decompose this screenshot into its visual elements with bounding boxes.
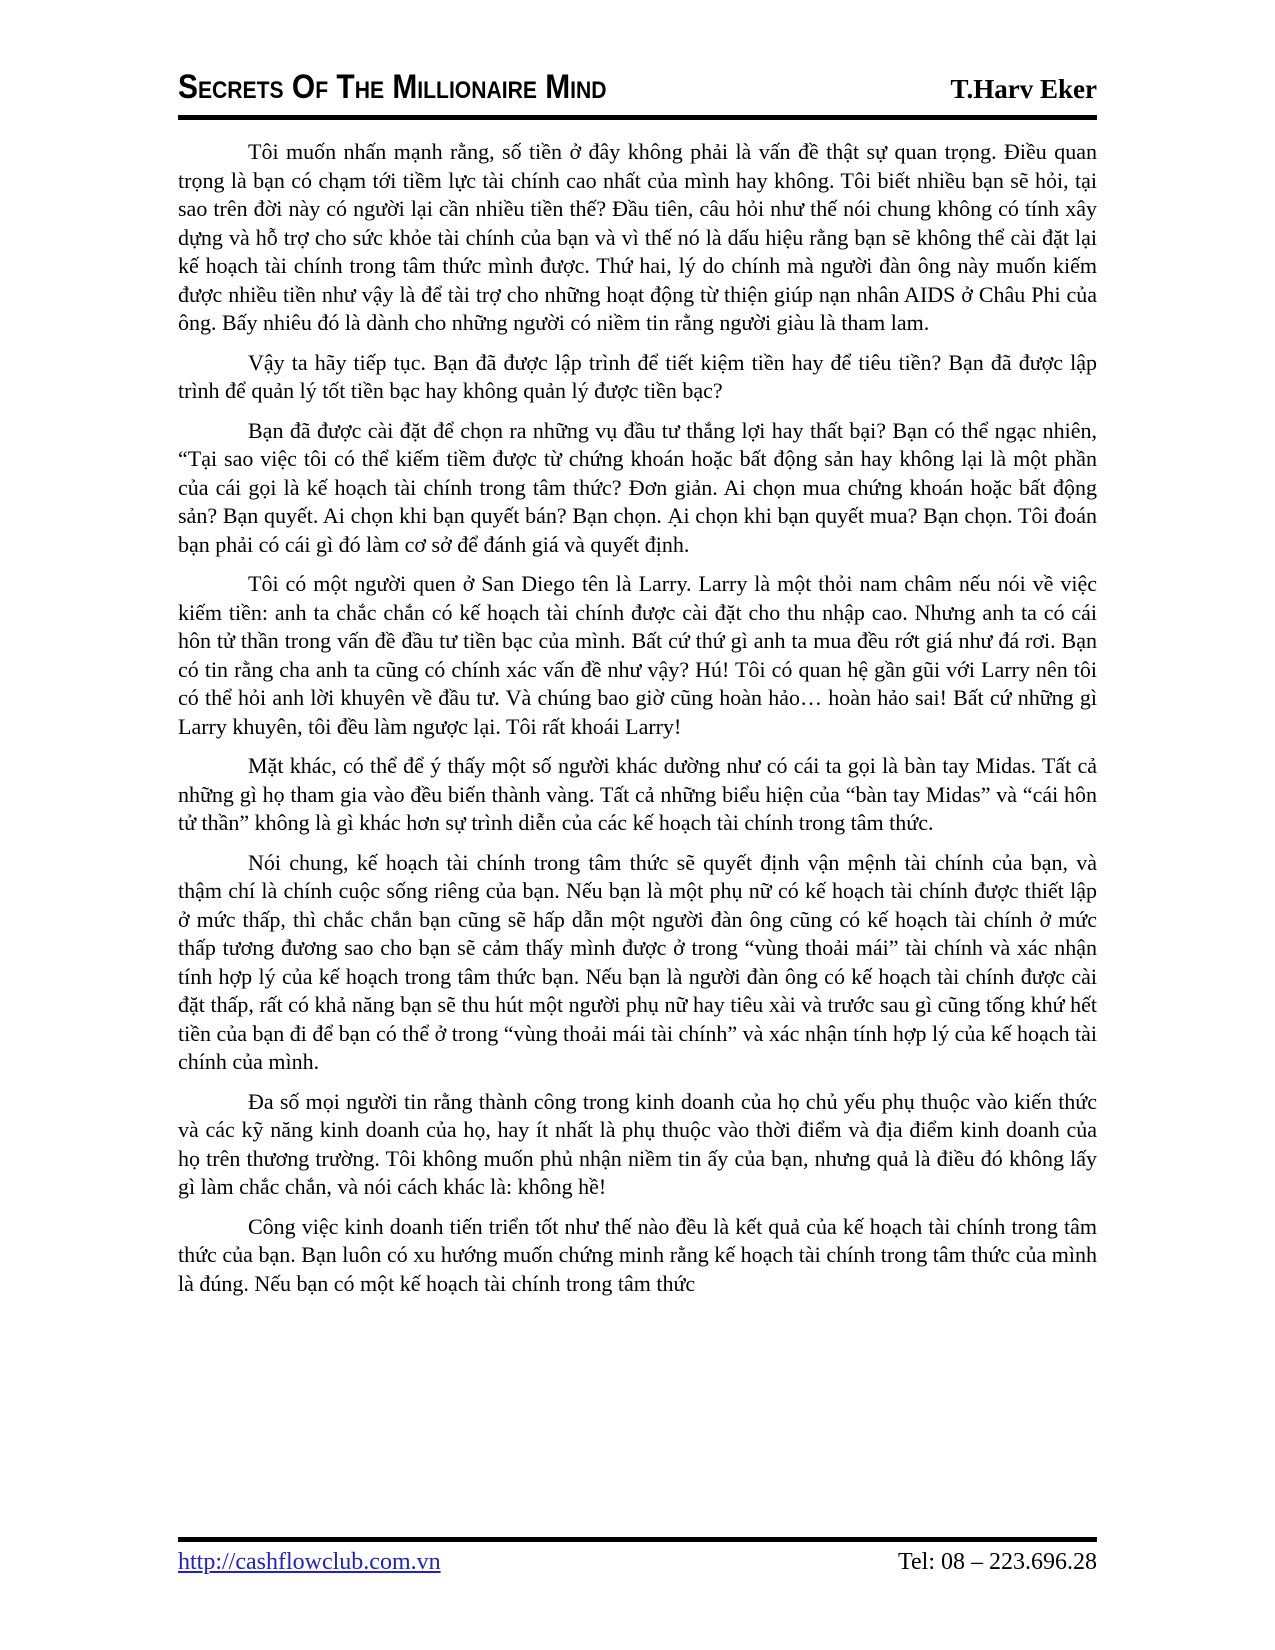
body-paragraph: Nói chung, kế hoạch tài chính trong tâm thức sẽ quyết định vận mệnh tài chính của bạn, và thậm chí là chính cuộc sống riêng của bạn. Nếu bạn là một phụ nữ có kế hoạch tài chính được thiết lập ở mức thấp, thì chắc chắn bạn cũng sẽ hấp dẫn một người đàn ông cũng có kế hoạch tài chính ở mức thấp tương đương sao cho bạn sẽ cảm thấy mình được ở trong “vùng thoải mái” tài chính và xác nhận tính hợp lý của kế hoạch trong tâm thức bạn. Nếu bạn là người đàn ông có kế hoạch tài chính được cài đặt thấp, rất có khả năng bạn sẽ thu hút một người phụ nữ hay tiêu xài và trước sau gì cũng tống khứ hết tiền của bạn đi để bạn có thể ở trong “vùng thoải mái tài chính” và xác nhận tính hợp lý của kế hoạch tài chính của mình. bbox=[178, 849, 1097, 1074]
page-footer bbox=[178, 1537, 1097, 1576]
body-paragraph: Bạn đã được cài đặt để chọn ra những vụ đầu tư thắng lợi hay thất bại? Bạn có thể ngạc nhiên, “Tại sao việc tôi có thể kiếm tiềm được từ chứng khoán hoặc bất động sản hay không lại là một phần của cái gọi là kế hoạch tài chính trong tâm thức? Đơn giản. Ai chọn mua chứng khoán hoặc bất động sản? Bạn quyết. Ai chọn khi bạn quyết bán? Bạn chọn. Ại chọn khi bạn quyết mua? Bạn chọn. Tôi đoán bạn phải có cái gì đó làm cơ sở để đánh giá và quyết định. bbox=[178, 417, 1097, 557]
body-paragraph: Tôi muốn nhấn mạnh rằng, số tiền ở đây không phải là vấn đề thật sự quan trọng. Điều quan trọng là bạn có chạm tới tiềm lực tài chính cao nhất của mình hay không. Tôi biết nhiều bạn sẽ hỏi, tại sao trên đời này có người lại cần nhiều tiền thế? Đầu tiên, câu hỏi như thế nói chung không có tính xây dựng và hỗ trợ cho sức khỏe tài chính của bạn và vì thế nó là dấu hiệu rằng bạn sẽ không thể cài đặt lại kế hoạch tài chính trong tâm thức mình được. Thứ hai, lý do chính mà người đàn ông này muốn kiếm được nhiều tiền như vậy là để tài trợ cho những hoạt động từ thiện giúp nạn nhân AIDS ở Châu Phi của ông. Bấy nhiêu đó là dành cho những người có niềm tin rằng người giàu là tham lam. bbox=[178, 139, 1097, 335]
footer-telephone: Tel: 08 – 223.696.28 bbox=[898, 1549, 1097, 1575]
body-paragraph: Công việc kinh doanh tiến triển tốt như thế nào đều là kết quả của kế hoạch tài chính trong tâm thức của bạn. Bạn luôn có xu hướng muốn chứng minh rằng kế hoạch tài chính trong tâm thức của mình là đúng. Nếu bạn có một kế hoạch tài chính trong tâm thức bbox=[178, 1213, 1097, 1296]
body-paragraph: Vậy ta hãy tiếp tục. Bạn đã được lập trình để tiết kiệm tiền hay để tiêu tiền? Bạn đã được lập trình để quản lý tốt tiền bạc hay không quản lý được tiền bạc? bbox=[178, 349, 1097, 403]
book-author: T.Harv Eker bbox=[950, 74, 1097, 104]
body-paragraph: Mặt khác, có thể để ý thấy một số người khác dường như có cái ta gọi là bàn tay Midas. Tất cả những gì họ tham gia vào đều biến thành vàng. Tất cả những biểu hiện của “bàn tay Midas” và “cái hôn tử thần” không là gì khác hơn sự trình diễn của các kế hoạch tài chính trong tâm thức. bbox=[178, 753, 1097, 835]
book-title: Secrets Of The Millionaire Mind bbox=[178, 68, 607, 106]
page-body bbox=[178, 138, 1097, 1309]
body-paragraph: Đa số mọi người tin rằng thành công trong kinh doanh của họ chủ yếu phụ thuộc vào kiến thức và các kỹ năng kinh doanh của họ, hay ít nhất là phụ thuộc vào thời điểm và địa điểm kinh doanh của họ trên thương trường. Tôi không muốn phủ nhận niềm tin ấy của bạn, nhưng quả là điều đó không lấy gì làm chắc chắn, và nói cách khác là: không hề! bbox=[178, 1088, 1097, 1199]
page-header bbox=[178, 68, 1097, 120]
body-paragraph: Tôi có một người quen ở San Diego tên là Larry. Larry là một thỏi nam châm nếu nói về việc kiếm tiền: anh ta chắc chắn có kế hoạch tài chính được cài đặt cho thu nhập cao. Nhưng anh ta có cái hôn tử thần trong vấn đề đầu tư tiền bạc của mình. Bất cứ thứ gì anh ta mua đều rớt giá như đá rơi. Bạn có tin rằng cha anh ta cũng có chính xác vấn đề như vậy? Hú! Tôi có quan hệ gần gũi với Larry nên tôi có thể hỏi anh lời khuyên về đầu tư. Và chúng bao giờ cũng hoàn hảo… hoàn hảo sai! Bất cứ những gì Larry khuyên, tôi đều làm ngược lại. Tôi rất khoái Larry! bbox=[178, 571, 1097, 739]
footer-website-link[interactable]: http://cashflowclub.com.vn bbox=[178, 1549, 441, 1575]
